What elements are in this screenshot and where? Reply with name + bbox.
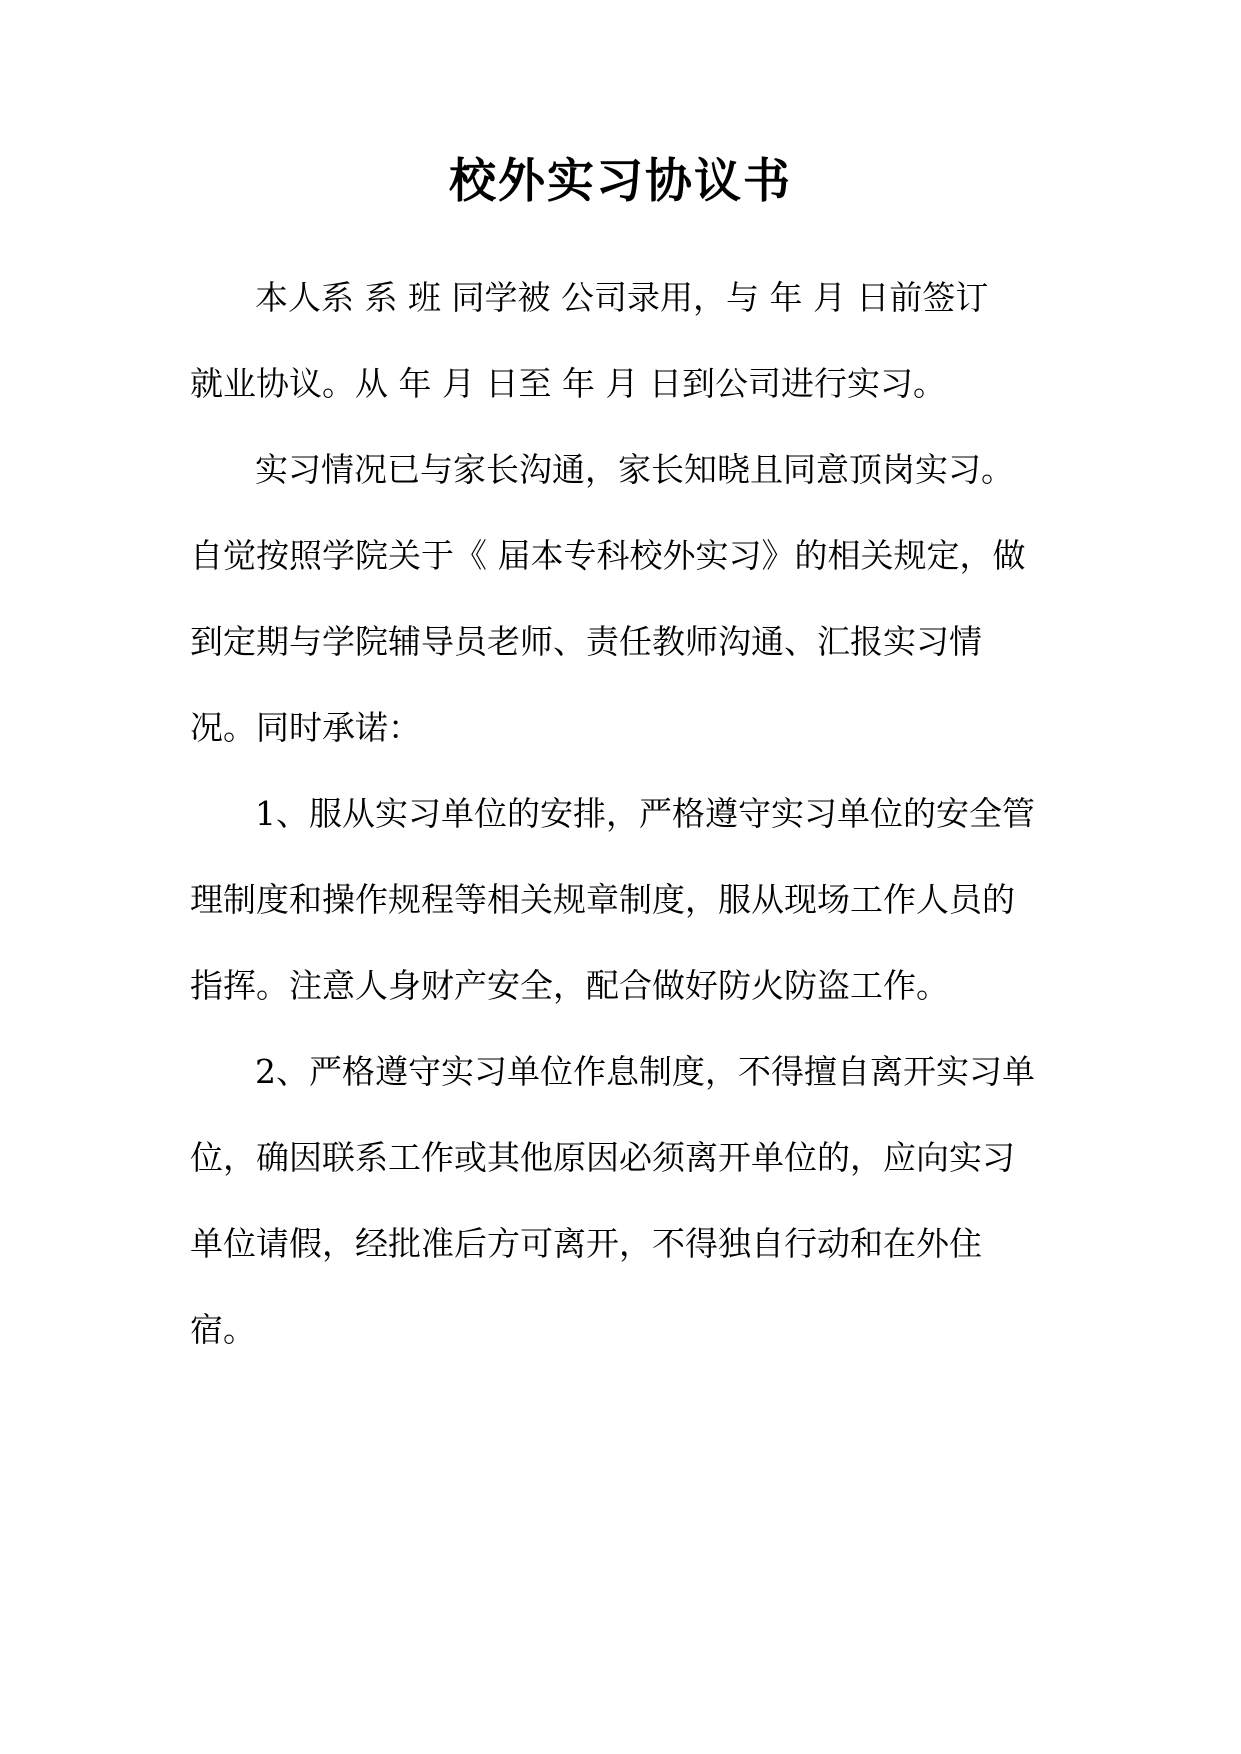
item-2-line-4: 宿。 xyxy=(190,1310,256,1349)
item-1-line-1: 1、服从实习单位的安排，严格遵守实习单位的安全管 xyxy=(255,794,1035,833)
item-1-line-3: 指挥。注意人身财产安全，配合做好防火防盗工作。 xyxy=(190,966,949,1005)
paragraph-1-line-1: 本人系 系 班 同学被 公司录用，与 年 月 日前签订 xyxy=(255,278,989,317)
document-title: 校外实习协议书 xyxy=(449,154,792,209)
paragraph-2-line-1: 实习情况已与家长沟通，家长知晓且同意顶岗实习。 xyxy=(255,450,1014,489)
item-2-line-3: 单位请假，经批准后方可离开，不得独自行动和在外住 xyxy=(190,1224,982,1263)
paragraph-2-line-2: 自觉按照学院关于《 届本专科校外实习》的相关规定，做 xyxy=(190,536,1026,575)
item-1-line-2: 理制度和操作规程等相关规章制度，服从现场工作人员的 xyxy=(190,880,1015,919)
item-2-line-2: 位，确因联系工作或其他原因必须离开单位的，应向实习 xyxy=(190,1138,1015,1177)
paragraph-2-line-4: 况。同时承诺： xyxy=(190,708,421,747)
paragraph-1-line-2: 就业协议。从 年 月 日至 年 月 日到公司进行实习。 xyxy=(190,364,946,403)
paragraph-2-line-3: 到定期与学院辅导员老师、责任教师沟通、汇报实习情 xyxy=(190,622,982,661)
item-2-line-1: 2、严格遵守实习单位作息制度，不得擅自离开实习单 xyxy=(255,1052,1035,1091)
